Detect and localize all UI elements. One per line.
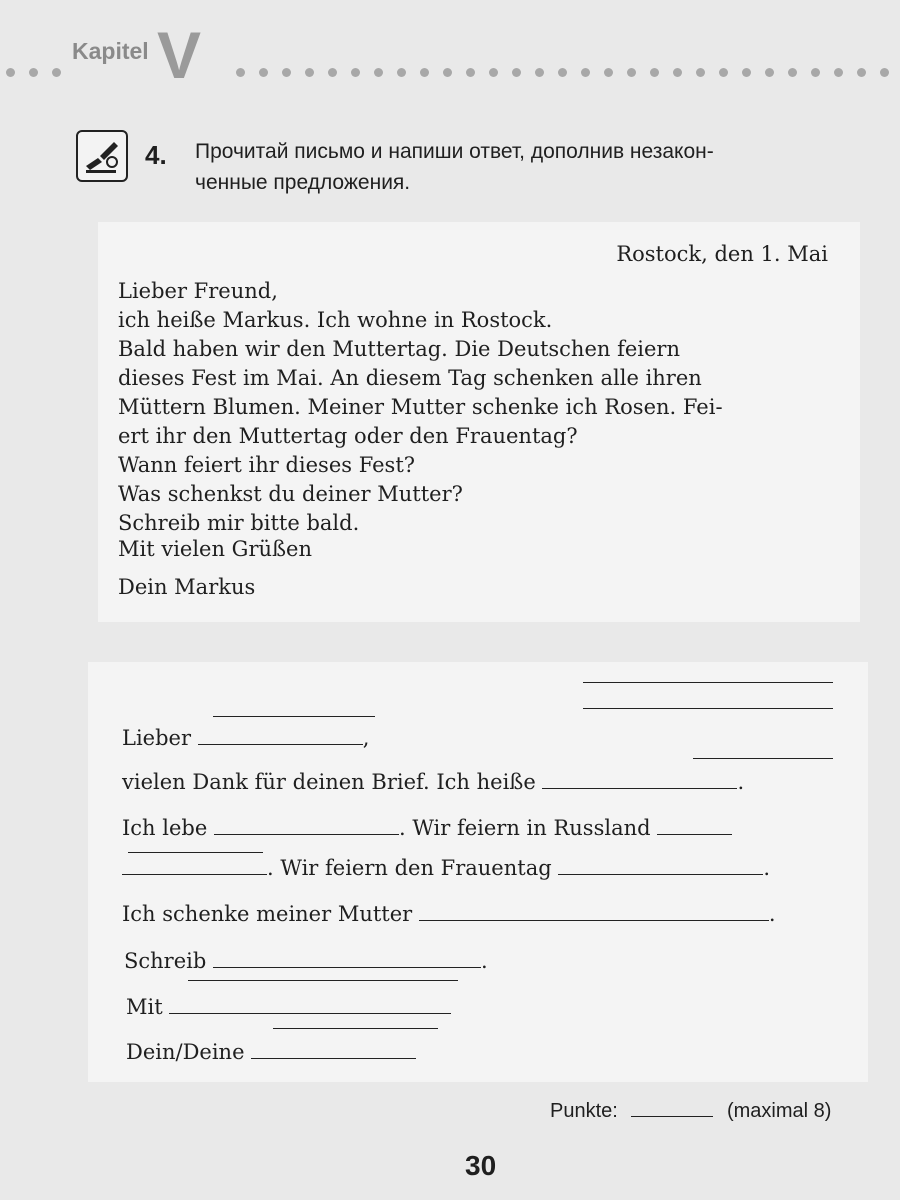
answer-blank[interactable] (657, 833, 732, 835)
divider-dot (604, 68, 613, 77)
answer-blank[interactable] (128, 852, 263, 853)
answer-blank[interactable] (542, 787, 737, 789)
answer-text: . (737, 770, 745, 794)
answer-text: Ich lebe (122, 816, 208, 840)
divider-dot (351, 68, 360, 77)
divider-dot (52, 68, 61, 77)
divider-dot (6, 68, 15, 77)
answer-blank[interactable] (198, 743, 363, 745)
letter-line: ich heiße Markus. Ich wohne in Rostock. (118, 308, 553, 332)
divider-dot (650, 68, 659, 77)
answer-text: Ich schenke meiner Mutter (122, 902, 413, 926)
page-number: 30 (465, 1150, 497, 1181)
divider-dot (558, 68, 567, 77)
answer-line-mit (126, 995, 451, 1019)
divider-dot (788, 68, 797, 77)
task-instruction (195, 136, 865, 198)
answer-blank[interactable] (214, 833, 399, 835)
letter-line: dieses Fest im Mai. An diesem Tag schenken alle ihren (118, 366, 702, 390)
divider-dot (811, 68, 820, 77)
divider-dot (328, 68, 337, 77)
answer-blank[interactable] (188, 980, 458, 981)
answer-blank[interactable] (213, 966, 481, 968)
letter-line: Bald haben wir den Muttertag. Die Deutschen feiern (118, 337, 680, 361)
answer-text: . (768, 902, 776, 926)
divider-dot (535, 68, 544, 77)
divider-dot (374, 68, 383, 77)
answer-line-schreib (124, 949, 488, 973)
write-icon (76, 130, 128, 182)
divider-dot (512, 68, 521, 77)
task-number: 4. (145, 140, 167, 170)
divider-dot (765, 68, 774, 77)
divider-dot (834, 68, 843, 77)
points-label: Punkte: (550, 1100, 618, 1122)
divider-dot (696, 68, 705, 77)
divider-dot (236, 68, 245, 77)
answer-text: Mit (126, 995, 163, 1019)
divider-dot (627, 68, 636, 77)
kapitel-number: V (157, 18, 202, 92)
letter-greeting: Mit vielen Grüßen (118, 537, 313, 561)
letter-line: Müttern Blumen. Meiner Mutter schenke ich Rosen. Fei- (118, 395, 723, 419)
letter-signature: Dein Markus (118, 575, 256, 599)
instruction-line: ченные предложения. (195, 171, 411, 194)
answer-line-dank (122, 770, 744, 794)
answer-text: vielen Dank für deinen Brief. Ich heiße (122, 770, 536, 794)
answer-line-dein-deine (126, 1040, 416, 1064)
answer-text: . Wir feiern in Russland (398, 816, 651, 840)
divider-dot (397, 68, 406, 77)
divider-dot (880, 68, 889, 77)
letter-date: Rostock, den 1. Mai (616, 242, 828, 266)
answer-line-frauentag (122, 856, 770, 880)
divider-dot (29, 68, 38, 77)
divider-dot (466, 68, 475, 77)
letter-box (98, 222, 860, 622)
chapter-header (0, 0, 900, 110)
answer-text: Dein/Deine (126, 1040, 245, 1064)
answer-text: Schreib (124, 949, 207, 973)
points-maximal: (maximal 8) (726, 1100, 832, 1122)
answer-text: , (362, 726, 370, 750)
divider-dot (719, 68, 728, 77)
answer-line-lieber (122, 726, 369, 750)
answer-blank[interactable] (693, 758, 833, 759)
answer-blank[interactable] (169, 1012, 451, 1014)
kapitel-label: Kapitel (72, 38, 149, 64)
instruction-line: Прочитай письмо и напиши ответ, дополнив незакон- (195, 140, 714, 163)
letter-line: ert ihr den Muttertag oder den Frauentag? (118, 424, 578, 448)
divider-dot (305, 68, 314, 77)
answer-blank[interactable] (273, 1028, 438, 1029)
points-line (550, 1100, 831, 1123)
answer-blank[interactable] (122, 873, 267, 875)
answer-blank[interactable] (583, 708, 833, 709)
letter-line: Wann feiert ihr dieses Fest? (118, 453, 416, 477)
divider-dot (673, 68, 682, 77)
divider-dot (857, 68, 866, 77)
divider-dot (489, 68, 498, 77)
letter-line: Schreib mir bitte bald. (118, 511, 360, 535)
answer-blank[interactable] (251, 1057, 416, 1059)
letter-body (118, 277, 838, 538)
answer-blank[interactable] (558, 873, 763, 875)
answer-line-ich-schenke (122, 902, 776, 926)
divider-dot (443, 68, 452, 77)
points-blank[interactable] (631, 1115, 713, 1117)
answer-blank[interactable] (419, 919, 769, 921)
answer-blank[interactable] (213, 716, 375, 717)
divider-dot (581, 68, 590, 77)
answer-text: Lieber (122, 726, 191, 750)
answer-text: . (481, 949, 488, 973)
letter-salutation: Lieber Freund, (118, 279, 278, 303)
divider-dot (259, 68, 268, 77)
divider-dot (742, 68, 751, 77)
divider-dot (282, 68, 291, 77)
answer-text: . Wir feiern den Frauentag (267, 856, 552, 880)
answer-box (88, 662, 868, 1082)
letter-line: Was schenkst du deiner Mutter? (118, 482, 463, 506)
answer-blank[interactable] (583, 682, 833, 683)
divider-dot (420, 68, 429, 77)
dotted-divider (0, 62, 900, 82)
answer-line-ich-lebe (122, 816, 732, 840)
answer-text: . (763, 856, 771, 880)
